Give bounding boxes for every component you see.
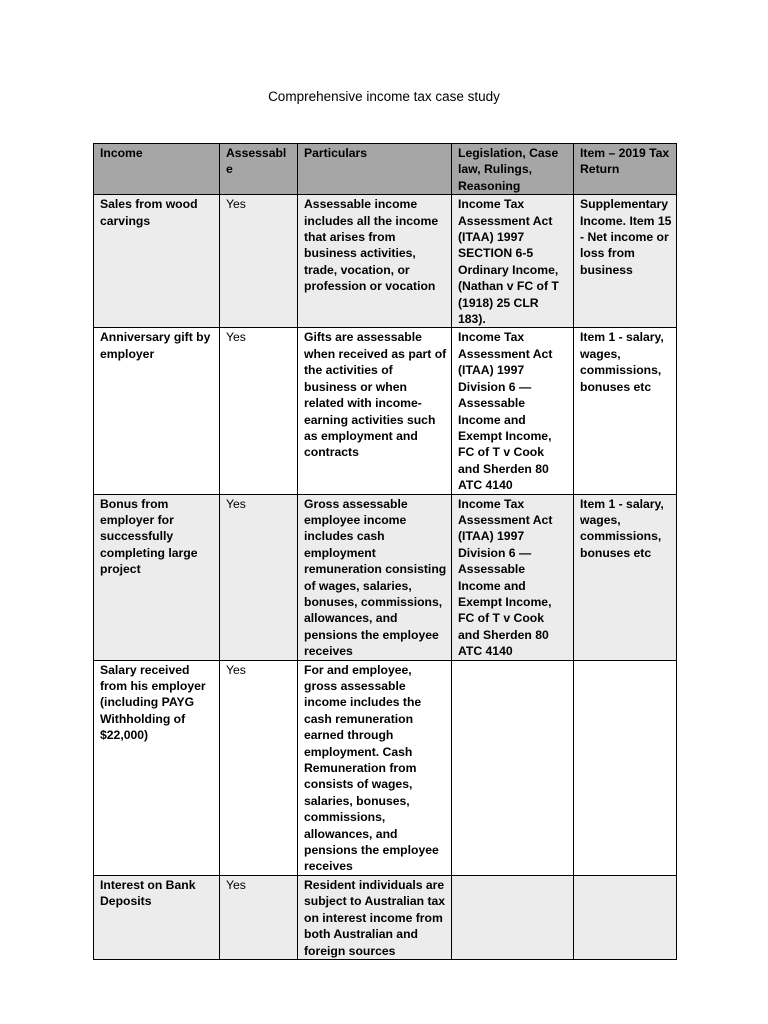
header-income: Income (94, 144, 220, 195)
cell-legislation: Income Tax Assessment Act (ITAA) 1997 Division 6 — Assessable Income and Exempt Income, FC of T v Cook and Sherden 80 ATC 4140 (452, 328, 574, 494)
cell-assessable: Yes (220, 660, 298, 875)
table-row (94, 875, 677, 959)
cell-particulars: Gifts are assessable when received as part of the activities of business or when related with income-earning activities such as employment and contracts (298, 328, 452, 494)
header-assessable: Assessable (220, 144, 298, 195)
cell-legislation (452, 875, 574, 959)
income-tax-table (93, 143, 677, 960)
cell-assessable: Yes (220, 875, 298, 959)
table-row (94, 660, 677, 875)
cell-assessable: Yes (220, 328, 298, 494)
cell-income: Salary received from his employer (including PAYG Withholding of $22,000) (94, 660, 220, 875)
table-row (94, 328, 677, 494)
page-title: Comprehensive income tax case study (268, 89, 500, 104)
cell-tax-return-item: Supplementary Income. Item 15 - Net income or loss from business (574, 195, 677, 328)
cell-particulars: Resident individuals are subject to Australian tax on interest income from both Australian and foreign sources (298, 875, 452, 959)
cell-tax-return-item (574, 875, 677, 959)
cell-income: Anniversary gift by employer (94, 328, 220, 494)
cell-particulars: For and employee, gross assessable income includes the cash remuneration earned through employment. Cash Remuneration from consists of wages, salaries, bonuses, commissions, allowances, and pensions the employee receives (298, 660, 452, 875)
cell-particulars: Gross assessable employee income includes cash employment remuneration consisting of wages, salaries, bonuses, commissions, allowances, and pensions the employee receives (298, 494, 452, 660)
cell-tax-return-item (574, 660, 677, 875)
cell-particulars: Assessable income includes all the income that arises from business activities, trade, vocation, or profession or vocation (298, 195, 452, 328)
table-header-row (94, 144, 677, 195)
cell-tax-return-item: Item 1 - salary, wages, commissions, bonuses etc (574, 328, 677, 494)
cell-income: Interest on Bank Deposits (94, 875, 220, 959)
table-row (94, 195, 677, 328)
cell-legislation: Income Tax Assessment Act (ITAA) 1997 SECTION 6-5 Ordinary Income, (Nathan v FC of T (1918) 25 CLR 183). (452, 195, 574, 328)
cell-legislation (452, 660, 574, 875)
cell-assessable: Yes (220, 494, 298, 660)
cell-income: Bonus from employer for successfully completing large project (94, 494, 220, 660)
cell-income: Sales from wood carvings (94, 195, 220, 328)
header-legislation: Legislation, Case law, Rulings, Reasoning (452, 144, 574, 195)
cell-legislation: Income Tax Assessment Act (ITAA) 1997 Division 6 — Assessable Income and Exempt Income, FC of T v Cook and Sherden 80 ATC 4140 (452, 494, 574, 660)
cell-tax-return-item: Item 1 - salary, wages, commissions, bonuses etc (574, 494, 677, 660)
header-tax-return-item: Item – 2019 Tax Return (574, 144, 677, 195)
cell-assessable: Yes (220, 195, 298, 328)
table-row (94, 494, 677, 660)
header-particulars: Particulars (298, 144, 452, 195)
